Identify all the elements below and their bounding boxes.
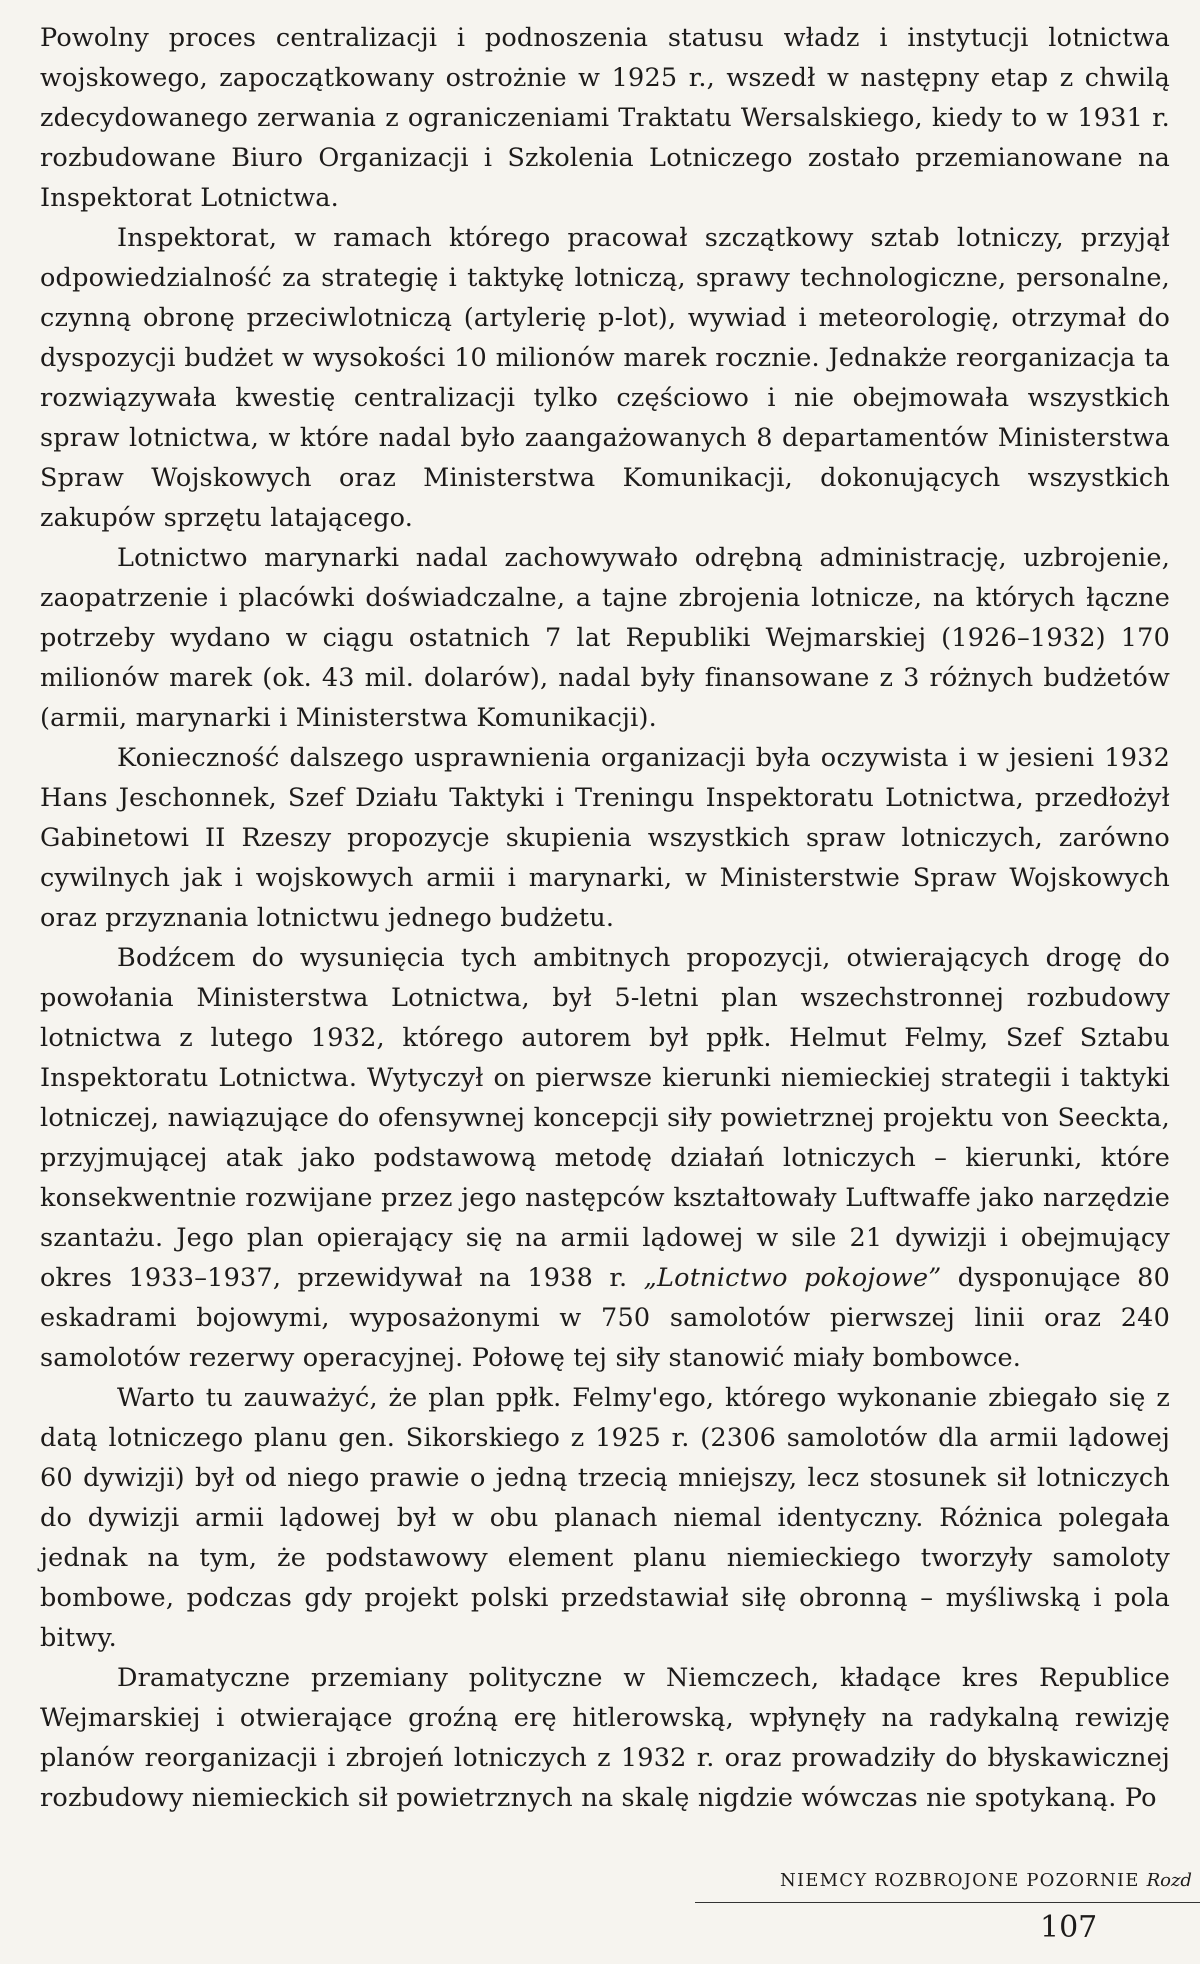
running-footer — [780, 1870, 1200, 1891]
quoted-term: „Lotnictwo pokojowe” — [643, 1263, 942, 1293]
running-title: NIEMCY ROZBROJONE POZORNIE — [780, 1870, 1140, 1891]
paragraph-2: Inspektorat, w ramach którego pracował szczątkowy sztab lotniczy, przyjął odpowiedzialność za strategię i taktykę lotniczą, sprawy technologiczne, personalne, czynną obronę przeciwlotniczą (artylerię p-lot), wywiad i meteorologię, otrzymał do dyspozycji budżet w wysokości 10 milionów marek rocznie. Jednakże reorganizacja ta rozwiązywała kwestię centralizacji tylko częściowo i nie obejmowała wszystkich spraw lotnictwa, w które nadal było zaangażowanych 8 departamentów Ministerstwa Spraw Wojskowych oraz Ministerstwa Komunikacji, dokonujących wszystkich zakupów sprzętu latającego. — [40, 223, 1170, 533]
body-text — [40, 18, 1170, 1818]
paragraph-7: Dramatyczne przemiany polityczne w Niemczech, kładące kres Republice Wejmarskiej i otwierające groźną erę hitlerowską, wpłynęły na radykalną rewizję planów reorganizacji i zbrojeń lotniczych z 1932 r. oraz prowadziły do błyskawicznej rozbudowy niemieckich sił powietrznych na skalę nigdzie wówczas nie spotykaną. Po — [40, 1663, 1170, 1813]
footer-rule — [695, 1902, 1200, 1903]
page-number: 107 — [1040, 1910, 1098, 1945]
paragraph-3: Lotnictwo marynarki nadal zachowywało odrębną administrację, uzbrojenie, zaopatrzenie i placówki doświadczalne, a tajne zbrojenia lotnicze, na których łączne potrzeby wydano w ciągu ostatnich 7 lat Republiki Wejmarskiej (1926–1932) 170 milionów marek (ok. 43 mil. dolarów), nadal były finansowane z 3 różnych budżetów (armii, marynarki i Ministerstwa Komunikacji). — [40, 543, 1170, 733]
paragraph-5 — [40, 938, 1170, 1378]
book-page — [40, 18, 1170, 1918]
paragraph-5-head: Bodźcem do wysunięcia tych ambitnych propozycji, otwierających drogę do powołania Ministerstwa Lotnictwa, był 5-letni plan wszechstronnej rozbudowy lotnictwa z lutego 1932, którego autorem był ppłk. Helmut Felmy, Szef Sztabu Inspektoratu Lotnictwa. Wytyczył on pierwsze kierunki niemieckiej strategii i taktyki lotniczej, nawiązujące do ofensywnej koncepcji siły powietrznej projektu von Seeckta, przyjmującej atak jako podstawową metodę działań lotniczych – kierunki, które konsekwentnie rozwijane przez jego następców kształtowały Luftwaffe jako narzędzie szantażu. Jego plan opierający się na armii lądowej w sile 21 dywizji i obejmujący okres 1933–1937, przewidywał na 1938 r. — [40, 943, 1170, 1293]
paragraph-1: Powolny proces centralizacji i podnoszenia statusu władz i instytucji lotnictwa wojskowego, zapoczątkowany ostrożnie w 1925 r., wszedł w następny etap z chwilą zdecydowanego zerwania z ograniczeniami Traktatu Wersalskiego, kiedy to w 1931 r. rozbudowane Biuro Organizacji i Szkolenia Lotniczego zostało przemianowane na Inspektorat Lotnictwa. — [40, 23, 1170, 213]
paragraph-6: Warto tu zauważyć, że plan ppłk. Felmy'ego, którego wykonanie zbiegało się z datą lotniczego planu gen. Sikorskiego z 1925 r. (2306 samolotów dla armii lądowej 60 dywizji) był od niego prawie o jedną trzecią mniejszy, lecz stosunek sił lotniczych do dywizji armii lądowej był w obu planach niemal identyczny. Różnica polegała jednak na tym, że podstawowy element planu niemieckiego tworzyły samoloty bombowe, podczas gdy projekt polski przedstawiał siłę obronną – myśliwską i pola bitwy. — [40, 1383, 1170, 1653]
paragraph-5-tail: dysponujące 80 eskadrami bojowymi, wyposażonymi w 750 samolotów pierwszej linii oraz 240 samolotów rezerwy operacyjnej. Połowę tej siły stanowić miały bombowce. — [40, 1263, 1170, 1373]
paragraph-4: Konieczność dalszego usprawnienia organizacji była oczywista i w jesieni 1932 Hans Jeschonnek, Szef Działu Taktyki i Treningu Inspektoratu Lotnictwa, przedłożył Gabinetowi II Rzeszy propozycje skupienia wszystkich spraw lotniczych, zarówno cywilnych jak i wojskowych armii i marynarki, w Ministerstwie Spraw Wojskowych oraz przyznania lotnictwu jednego budżetu. — [40, 743, 1170, 933]
running-title-tail: Rozd — [1146, 1870, 1192, 1891]
